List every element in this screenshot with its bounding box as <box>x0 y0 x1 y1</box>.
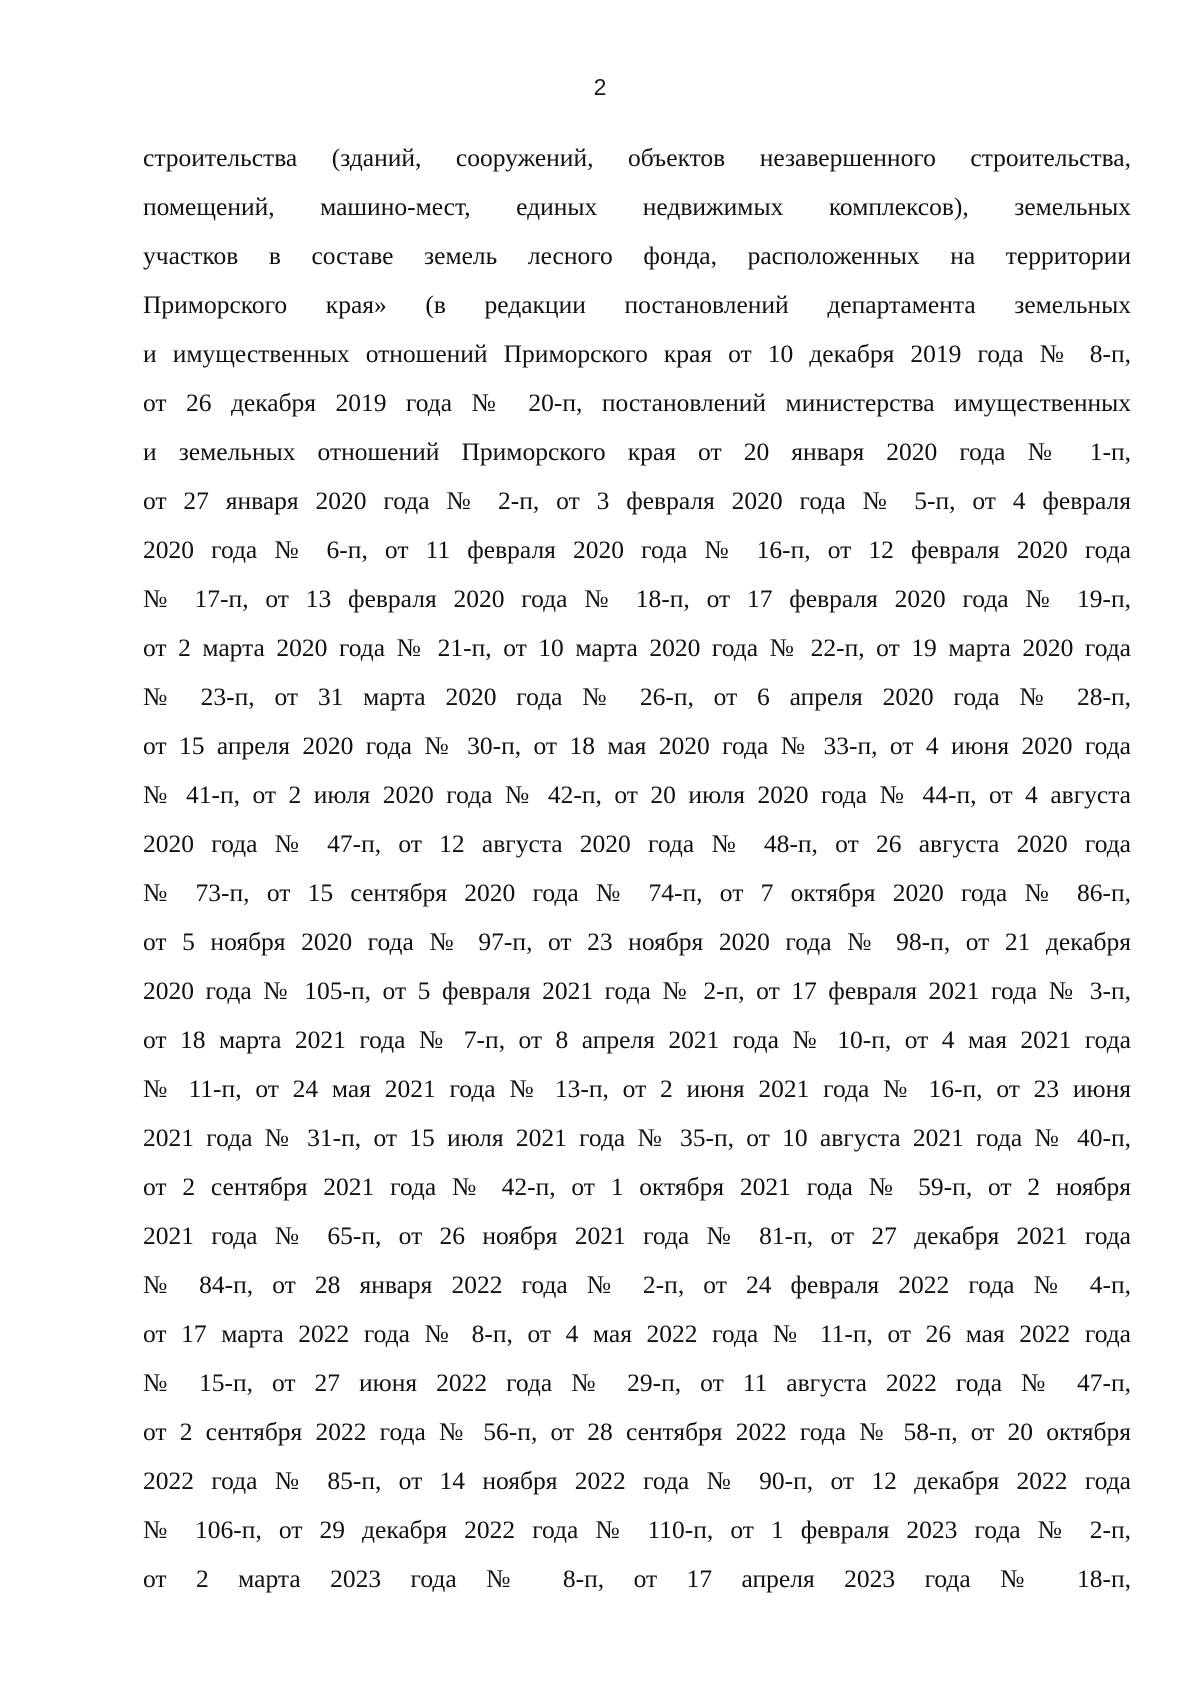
page-number: 2 <box>593 74 607 100</box>
text-line: 2021 года № 65-п, от 26 ноября 2021 года № 81-п, от 27 декабря 2021 года <box>143 1221 1131 1250</box>
text-line: от 26 декабря 2019 года № 20-п, постановлений министерства имущественных <box>143 388 1131 417</box>
text-line: 2020 года № 6-п, от 11 февраля 2020 года № 16-п, от 12 февраля 2020 года <box>143 535 1131 564</box>
text-line: № 41-п, от 2 июля 2020 года № 42-п, от 20 июля 2020 года № 44-п, от 4 августа <box>143 780 1131 809</box>
text-line: 2022 года № 85-п, от 14 ноября 2022 года № 90-п, от 12 декабря 2022 года <box>143 1466 1131 1495</box>
text-line: от 17 марта 2022 года № 8-п, от 4 мая 2022 года № 11-п, от 26 мая 2022 года <box>143 1319 1131 1348</box>
text-line: от 15 апреля 2020 года № 30-п, от 18 мая 2020 года № 33-п, от 4 июня 2020 года <box>143 731 1131 760</box>
text-line: № 17-п, от 13 февраля 2020 года № 18-п, от 17 февраля 2020 года № 19-п, <box>143 584 1131 613</box>
text-line: № 84-п, от 28 января 2022 года № 2-п, от 24 февраля 2022 года № 4-п, <box>143 1270 1131 1299</box>
text-line: от 18 марта 2021 года № 7-п, от 8 апреля 2021 года № 10-п, от 4 мая 2021 года <box>143 1025 1131 1054</box>
text-line: и земельных отношений Приморского края от 20 января 2020 года № 1-п, <box>143 437 1131 466</box>
text-line: № 106-п, от 29 декабря 2022 года № 110-п, от 1 февраля 2023 года № 2-п, <box>143 1515 1131 1544</box>
text-line: от 2 сентября 2022 года № 56-п, от 28 сентября 2022 года № 58-п, от 20 октября <box>143 1417 1131 1446</box>
text-line: № 15-п, от 27 июня 2022 года № 29-п, от 11 августа 2022 года № 47-п, <box>143 1368 1131 1397</box>
text-line: 2021 года № 31-п, от 15 июля 2021 года № 35-п, от 10 августа 2021 года № 40-п, <box>143 1123 1131 1152</box>
text-line: от 2 сентября 2021 года № 42-п, от 1 октября 2021 года № 59-п, от 2 ноября <box>143 1172 1131 1201</box>
text-line: Приморского края» (в редакции постановлений департамента земельных <box>143 290 1131 319</box>
text-line: от 5 ноября 2020 года № 97-п, от 23 ноября 2020 года № 98-п, от 21 декабря <box>143 927 1131 956</box>
text-line: от 27 января 2020 года № 2-п, от 3 февраля 2020 года № 5-п, от 4 февраля <box>143 486 1131 515</box>
text-line: помещений, машино-мест, единых недвижимых комплексов), земельных <box>143 192 1131 221</box>
text-line: 2020 года № 105-п, от 5 февраля 2021 года № 2-п, от 17 февраля 2021 года № 3-п, <box>143 976 1131 1005</box>
text-line: 2020 года № 47-п, от 12 августа 2020 года № 48-п, от 26 августа 2020 года <box>143 829 1131 858</box>
text-line: № 11-п, от 24 мая 2021 года № 13-п, от 2 июня 2021 года № 16-п, от 23 июня <box>143 1074 1131 1103</box>
text-line: строительства (зданий, сооружений, объектов незавершенного строительства, <box>143 143 1131 172</box>
text-line: участков в составе земель лесного фонда, расположенных на территории <box>143 241 1131 270</box>
document-body-text <box>143 133 1131 1603</box>
text-line: № 73-п, от 15 сентября 2020 года № 74-п, от 7 октября 2020 года № 86-п, <box>143 878 1131 907</box>
text-line: № 23-п, от 31 марта 2020 года № 26-п, от 6 апреля 2020 года № 28-п, <box>143 682 1131 711</box>
text-line: и имущественных отношений Приморского края от 10 декабря 2019 года № 8-п, <box>143 339 1131 368</box>
text-line: от 2 марта 2020 года № 21-п, от 10 марта 2020 года № 22-п, от 19 марта 2020 года <box>143 633 1131 662</box>
text-line: от 2 марта 2023 года № 8-п, от 17 апреля 2023 года № 18-п, <box>143 1564 1131 1593</box>
